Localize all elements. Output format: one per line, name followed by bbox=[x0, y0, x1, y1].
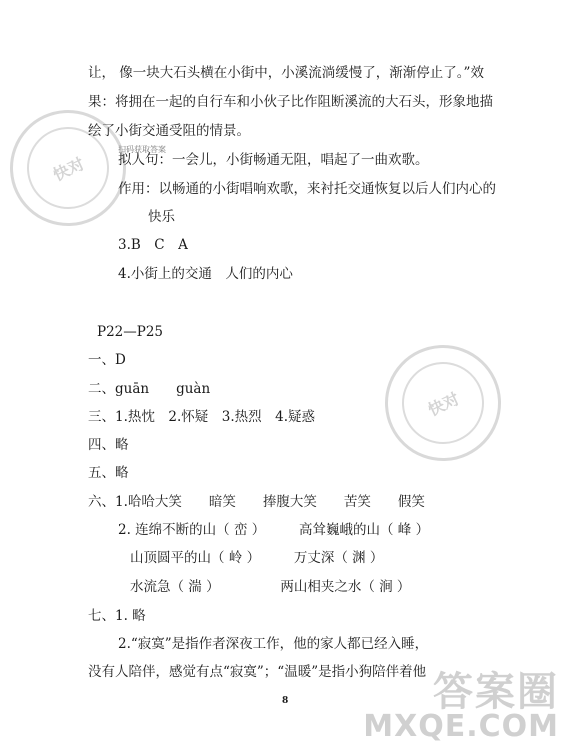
answer-line: 果：将拥在一起的自行车和小伙子比作阻断溪流的大石头，形象地描 bbox=[88, 94, 493, 110]
corner-watermark-line1: 答案圈 bbox=[433, 669, 559, 715]
answer-line: 七、1. 略 bbox=[88, 608, 146, 624]
answer-line: 四、略 bbox=[88, 437, 129, 453]
answer-line: 没有人陪伴，感觉有点“寂寞”；“温暖”是指小狗陪伴着他 bbox=[88, 664, 427, 680]
answer-line: 水流急（ 湍 ） 两山相夹之水（ 涧 ） bbox=[130, 579, 411, 595]
answer-line: 2. 连绵不断的山（ 峦 ） 高耸巍峨的山（ 峰 ） bbox=[118, 522, 430, 538]
page-number: 8 bbox=[282, 696, 289, 706]
scan-code-label: 扫码获取答案 bbox=[118, 145, 166, 154]
answer-line: 2.“寂寞”是指作者深夜工作，他的家人都已经入睡， bbox=[118, 636, 429, 652]
page-range-heading: P22—P25 bbox=[97, 324, 164, 340]
answer-line: 4.小街上的交通 人们的内心 bbox=[118, 266, 293, 282]
answer-line: 一、D bbox=[88, 352, 126, 368]
answer-line: 山顶圆平的山（ 岭 ） 万丈深（ 渊 ） bbox=[130, 550, 384, 566]
answer-line: 二、guān guàn bbox=[88, 381, 211, 397]
kuaidui-watermark-stamp-2 bbox=[366, 326, 520, 480]
watermark-text: 快对 bbox=[424, 388, 462, 420]
answer-line: 拟人句：一会儿，小街畅通无阻，唱起了一曲欢歌。 bbox=[118, 152, 429, 168]
answer-line: 让， 像一块大石头横在小街中，小溪流淌缓慢了，渐渐停止了。”效 bbox=[88, 65, 484, 81]
answer-line: 作用：以畅通的小街唱响欢歌，来衬托交通恢复以后人们内心的 bbox=[118, 181, 496, 197]
answer-line: 三、1.热忱 2.怀疑 3.热烈 4.疑惑 bbox=[88, 409, 316, 425]
watermark-text: 快对 bbox=[49, 153, 87, 185]
corner-watermark bbox=[363, 669, 559, 744]
answer-line: 六、1.哈哈大笑 暗笑 捧腹大笑 苦笑 假笑 bbox=[88, 494, 425, 510]
answer-line: 快乐 bbox=[148, 209, 175, 225]
corner-watermark-line2: MXQE.COM bbox=[363, 709, 559, 744]
answer-line: 绘了小街交通受阻的情景。 bbox=[88, 123, 250, 139]
answer-line: 3.B C A bbox=[118, 237, 188, 253]
answer-line: 五、略 bbox=[88, 465, 129, 481]
